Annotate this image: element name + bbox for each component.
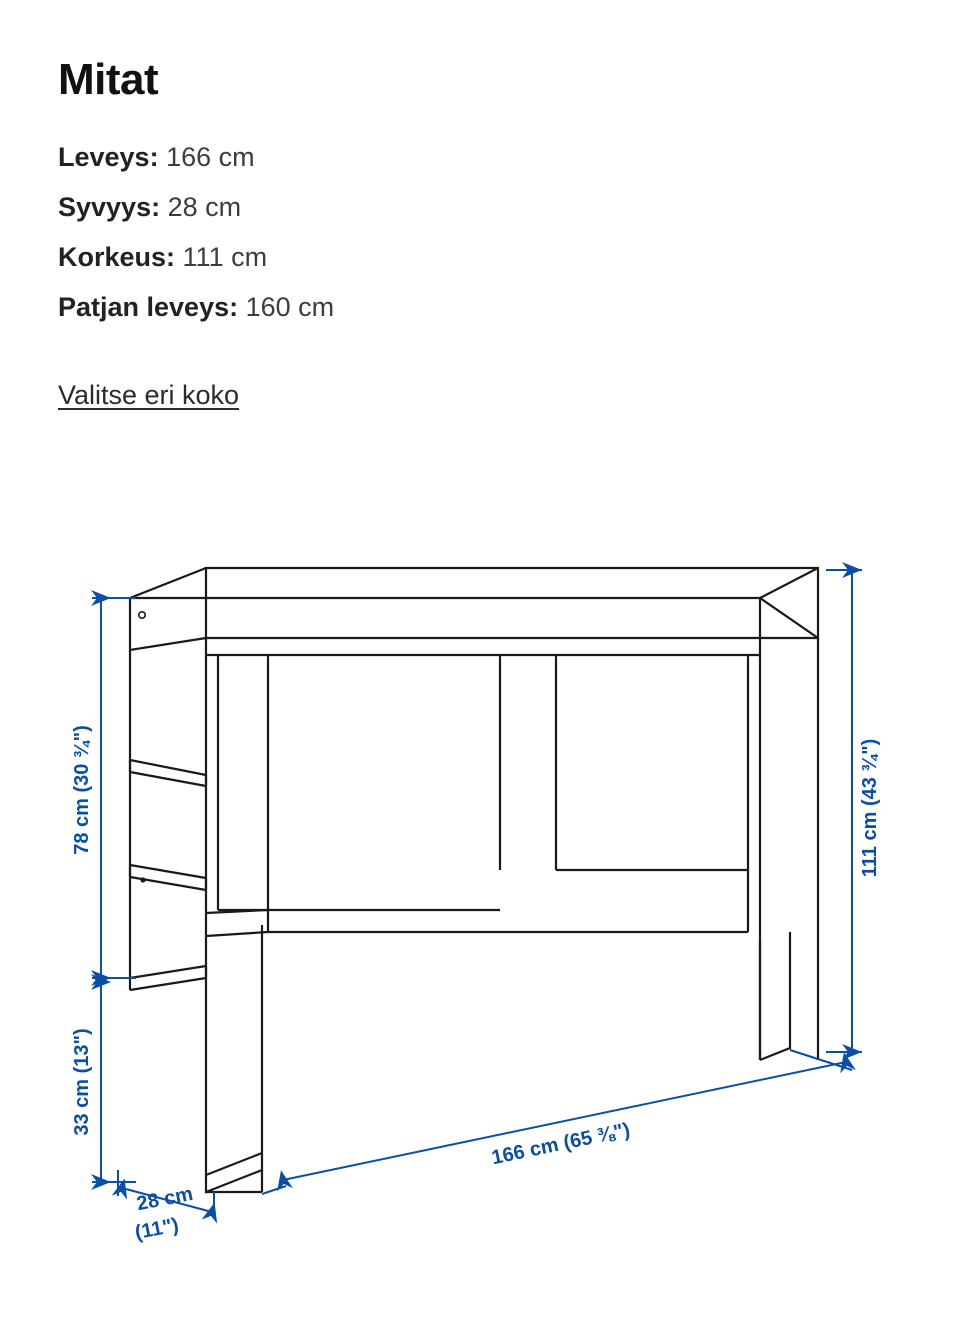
- dimension-label-total-width: 166 cm (65 ⅜"): [489, 1118, 632, 1170]
- dimension-label-depth-line1: 28 cm: [134, 1182, 195, 1216]
- spec-row-depth: [58, 182, 334, 232]
- choose-different-size-link[interactable]: Valitse eri koko: [58, 380, 240, 410]
- spec-label-width: Leveys:: [58, 142, 159, 172]
- dimension-label-upper-height: 78 cm (30 ¾"): [71, 725, 93, 855]
- spec-value-width: 166 cm: [166, 142, 255, 172]
- page-title: Mitat: [58, 55, 159, 105]
- spec-value-depth: 28 cm: [167, 192, 242, 222]
- dimension-diagram: [0, 470, 960, 1290]
- dimension-label-depth-line2: (11"): [133, 1214, 181, 1245]
- dimension-label-total-height: 111 cm (43 ¾"): [859, 738, 881, 878]
- spec-label-depth: Syvyys:: [58, 192, 161, 222]
- spec-row-height: [58, 232, 334, 282]
- spec-row-mattress-width: [58, 282, 334, 332]
- dimension-label-leg-height: 33 cm (13"): [71, 1028, 93, 1136]
- spec-row-width: [58, 132, 334, 182]
- spec-value-mattress-width: 160 cm: [245, 292, 335, 322]
- specs-list: [58, 132, 334, 332]
- spec-value-height: 111 cm: [182, 242, 268, 272]
- spec-label-height: Korkeus:: [58, 242, 176, 272]
- spec-label-mattress-width: Patjan leveys:: [58, 292, 239, 322]
